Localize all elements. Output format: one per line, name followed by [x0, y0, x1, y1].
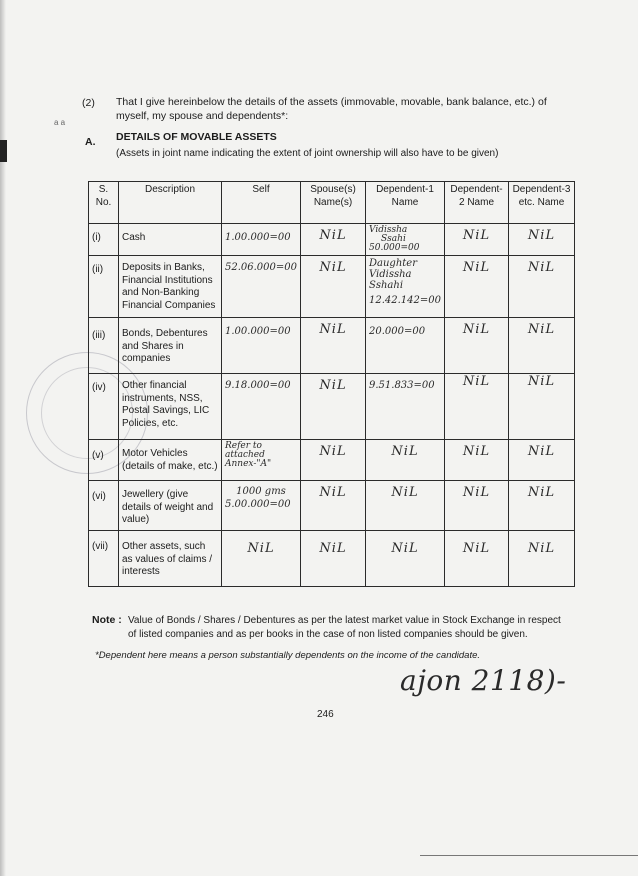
dependent-1-value: NiL [391, 541, 419, 556]
movable-assets-table [88, 181, 575, 587]
dependent-3-value: NiL [527, 444, 556, 459]
row-description: Cash [119, 224, 222, 256]
dependent-1-value: 12.42.142=00 [369, 295, 441, 306]
candidate-signature: ajon 2118)- [400, 664, 567, 697]
row-sno: (vi) [89, 481, 119, 531]
header-dependent-3: Dependent-3 etc. Name [509, 182, 575, 224]
dependent-2-value: NiL [462, 485, 491, 500]
dependent-1-value: NiL [391, 485, 419, 500]
intro-number: (2) [82, 97, 95, 109]
margin-marks: a a [54, 118, 66, 127]
footnote: *Dependent here means a person substantially dependents on the income of the candidate. [95, 650, 481, 661]
header-dependent-2: Dependent-2 Name [445, 182, 509, 224]
spouse-value: NiL [319, 378, 347, 393]
row-sno: (i) [89, 224, 119, 256]
row-sno: (iii) [89, 318, 119, 374]
spouse-value: NiL [319, 322, 347, 337]
row-description: Bonds, Debentures and Shares in companies [119, 318, 222, 374]
table-row [89, 256, 575, 318]
row-description: Deposits in Banks, Financial Institutions and Non-Banking Financial Companies [119, 256, 222, 318]
row-description: Motor Vehicles (details of make, etc.) [119, 440, 222, 481]
dependent-2-value: NiL [462, 541, 491, 556]
header-description: Description [119, 182, 222, 224]
dependent-1-name: Vidissha [369, 269, 412, 280]
dependent-1-value: 50.000=00 [369, 243, 420, 253]
self-value: 9.18.000=00 [225, 380, 291, 391]
spouse-value: NiL [319, 541, 347, 556]
dependent-1-value: 9.51.833=00 [369, 380, 435, 391]
dependent-1-surname: Ssahi [381, 234, 406, 244]
header-spouse: Spouse(s) Name(s) [301, 182, 366, 224]
dependent-3-value: NiL [527, 374, 556, 389]
section-letter: A. [85, 136, 96, 148]
row-description: Other assets, such as values of claims / interests [119, 531, 222, 587]
section-subtitle: (Assets in joint name indicating the extent of joint ownership will also have to be given) [116, 148, 499, 159]
row-sno: (ii) [89, 256, 119, 318]
self-jewellery-weight: 1000 gms [236, 486, 286, 497]
scan-edge-mark [0, 140, 7, 162]
spouse-value: NiL [319, 228, 347, 243]
dependent-3-value: NiL [527, 485, 556, 500]
spouse-value: NiL [319, 485, 347, 500]
row-sno: (vii) [89, 531, 119, 587]
dependent-3-value: NiL [527, 260, 556, 275]
row-description: Other financial instruments, NSS, Postal Savings, LIC Policies, etc. [119, 374, 222, 440]
table-row [89, 374, 575, 440]
scan-edge-shadow [0, 0, 6, 876]
dependent-2-value: NiL [462, 228, 491, 243]
dependent-1-name: Vidissha [369, 225, 408, 235]
header-self: Self [222, 182, 301, 224]
table-row [89, 531, 575, 587]
note-line1: Value of Bonds / Shares / Debentures as per the latest market value in Stock Exchange in respect [128, 615, 561, 626]
dependent-2-value: NiL [462, 374, 491, 389]
self-jewellery-value: 5.00.000=00 [225, 499, 291, 510]
dependent-3-value: NiL [527, 541, 556, 556]
self-value: 52.06.000=00 [225, 262, 297, 273]
note-label: Note : [92, 614, 122, 626]
self-value: NiL [247, 541, 275, 556]
header-sno: S. No. [89, 182, 119, 224]
dependent-2-value: NiL [462, 444, 491, 459]
dependent-3-value: NiL [527, 322, 556, 337]
section-title: DETAILS OF MOVABLE ASSETS [116, 131, 277, 143]
table-row [89, 318, 575, 374]
dependent-2-value: NiL [462, 260, 491, 275]
dependent-3-value: NiL [527, 228, 556, 243]
note-line2: of listed companies and as per books in the case of non listed companies should be given. [128, 629, 528, 640]
self-value: 1.00.000=00 [225, 326, 291, 337]
table-header-row [89, 182, 575, 224]
spouse-value: NiL [319, 260, 347, 275]
dependent-1-relation: Daughter [369, 258, 417, 269]
row-sno: (iv) [89, 374, 119, 440]
self-refer-to: Refer to [225, 441, 262, 451]
spouse-value: NiL [319, 444, 347, 459]
table-row [89, 224, 575, 256]
self-attached: attached [225, 450, 265, 460]
row-description: Jewellery (give details of weight and value) [119, 481, 222, 531]
table-row [89, 481, 575, 531]
self-annex: Annex-"A" [225, 459, 272, 469]
table-row [89, 440, 575, 481]
self-value: 1.00.000=00 [225, 232, 291, 243]
intro-text-line2: myself, my spouse and dependents*: [116, 110, 289, 122]
dependent-1-value: NiL [391, 444, 419, 459]
scan-bottom-line [420, 855, 638, 856]
intro-text-line1: That I give hereinbelow the details of the assets (immovable, movable, bank balance, etc.) of [116, 96, 547, 108]
row-sno: (v) [89, 440, 119, 481]
dependent-1-value: 20.000=00 [369, 326, 426, 337]
page-number: 246 [317, 709, 334, 720]
dependent-1-surname: Sshahi [369, 280, 404, 291]
header-dependent-1: Dependent-1 Name [366, 182, 445, 224]
dependent-2-value: NiL [462, 322, 491, 337]
